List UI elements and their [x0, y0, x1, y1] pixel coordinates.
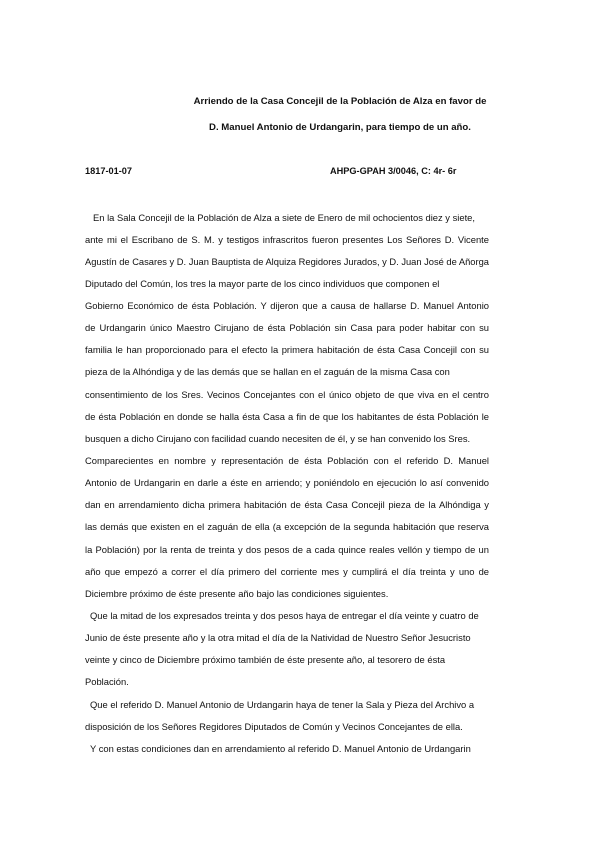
body-line: las demás que existen en el zaguán de ella (a excepción de la segunda habitación que reserva — [85, 521, 489, 532]
body-line: pieza de la Alhóndiga y de las demás que se hallan en el zaguán de la misma Casa con — [85, 366, 450, 377]
body-line: Comparecientes en nombre y representación de ésta Población con el referido D. Manuel — [85, 455, 489, 466]
body-line: de Urdangarin único Maestro Cirujano de ésta Población sin Casa para poder habitar con su — [85, 322, 489, 333]
body-line: Junio de éste presente año y la otra mitad el día de la Natividad de Nuestro Señor Jesucristo — [85, 632, 471, 643]
body-line: consentimiento de los Sres. Vecinos Concejantes con el único objeto de que viva en el centro — [85, 389, 489, 400]
body-line: Que el referido D. Manuel Antonio de Urdangarin haya de tener la Sala y Pieza del Archivo a — [90, 699, 475, 710]
document-date: 1817-01-07 — [85, 166, 132, 176]
body-line: Agustín de Casares y D. Juan Bauptista de Alquiza Regidores Jurados, y D. Juan José de Añorga — [85, 256, 489, 267]
document-title-line-1: Arriendo de la Casa Concejil de la Población de Alza en favor de — [193, 96, 487, 107]
body-line: ante mi el Escribano de S. M. y testigos infrascritos fueron presentes Los Señores D. Vicente — [85, 234, 489, 245]
body-line: año que empezó a correr el día primero del corriente mes y cumplirá el día treinta y uno de — [85, 566, 489, 577]
body-line: Que la mitad de los expresados treinta y dos pesos haya de entregar el día veinte y cuatro de — [90, 610, 479, 621]
body-line: de ésta Población en donde se halla ésta Casa a fin de que los habitantes de ésta Población le — [85, 411, 489, 422]
document-title-line-2: D. Manuel Antonio de Urdangarin, para tiempo de un año. — [209, 122, 471, 133]
body-line: Diputado del Común, los tres la mayor parte de los cinco individuos que componen el — [85, 278, 440, 289]
body-line: Diciembre próximo de éste presente año bajo las condiciones siguientes. — [85, 588, 389, 599]
body-line: Antonio de Urdangarin en darle a éste en arriendo; y poniéndolo en ejecución lo así convenido — [85, 477, 489, 488]
body-line: disposición de los Señores Regidores Diputados de Común y Vecinos Concejantes de ella. — [85, 721, 463, 732]
body-line: busquen a dicho Cirujano con facilidad cuando necesiten de él, y se han convenido los Sres. — [85, 433, 471, 444]
body-line: familia le han proporcionado para el efecto la primera habitación de ésta Casa Concejil con su — [85, 344, 489, 355]
archive-reference: AHPG-GPAH 3/0046, C: 4r- 6r — [330, 166, 457, 176]
body-line: veinte y cinco de Diciembre próximo también de éste presente año, al tesorero de ésta — [85, 654, 446, 665]
body-line: Gobierno Económico de ésta Población. Y dijeron que a causa de hallarse D. Manuel Antonio — [85, 300, 489, 311]
body-line: En la Sala Concejil de la Población de Alza a siete de Enero de mil ochocientos diez y siete, — [93, 212, 475, 223]
body-line: Y con estas condiciones dan en arrendamiento al referido D. Manuel Antonio de Urdangarin — [90, 743, 471, 754]
body-line: Población. — [85, 676, 129, 687]
body-line: la Población) por la renta de treinta y dos pesos de a cada quince reales vellón y tiempo de un — [85, 544, 489, 555]
body-line: dan en arrendamiento dicha primera habitación de ésta Casa Concejil pieza de la Alhóndiga y — [85, 499, 489, 510]
